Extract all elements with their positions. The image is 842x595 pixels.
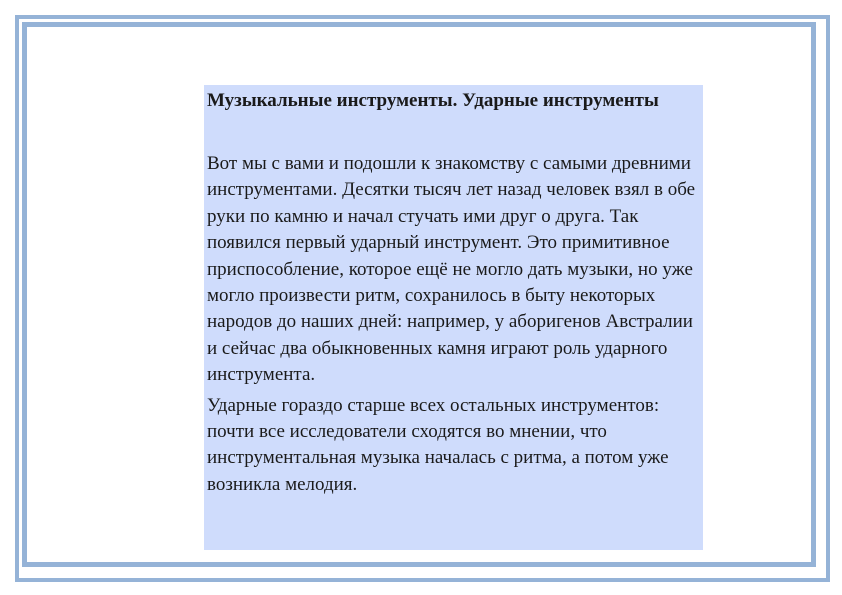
paragraph-2: Ударные гораздо старше всех остальных инструментов: почти все исследователи сходятся во мнении, что инструментальная музыка началась с ритма, а потом уже возникла мелодия. — [207, 394, 669, 495]
slide-title: Музыкальные инструменты. Ударные инструменты — [207, 90, 659, 111]
text-box — [204, 85, 703, 550]
paragraph-1: Вот мы с вами и подошли к знакомству с самыми древними инструментами. Десятки тысяч лет назад человек взял в обе руки по камню и начал стучать ими друг о друга. Так появился первый ударный инструмент. Это примитивное приспособление, которое ещё не могло дать музыки, но уже могло произвести ритм, сохранилось в быту некоторых народов до наших дней: например, у аборигенов Австралии и сейчас два обыкновенных камня играют роль ударного инструмента. — [207, 153, 696, 386]
